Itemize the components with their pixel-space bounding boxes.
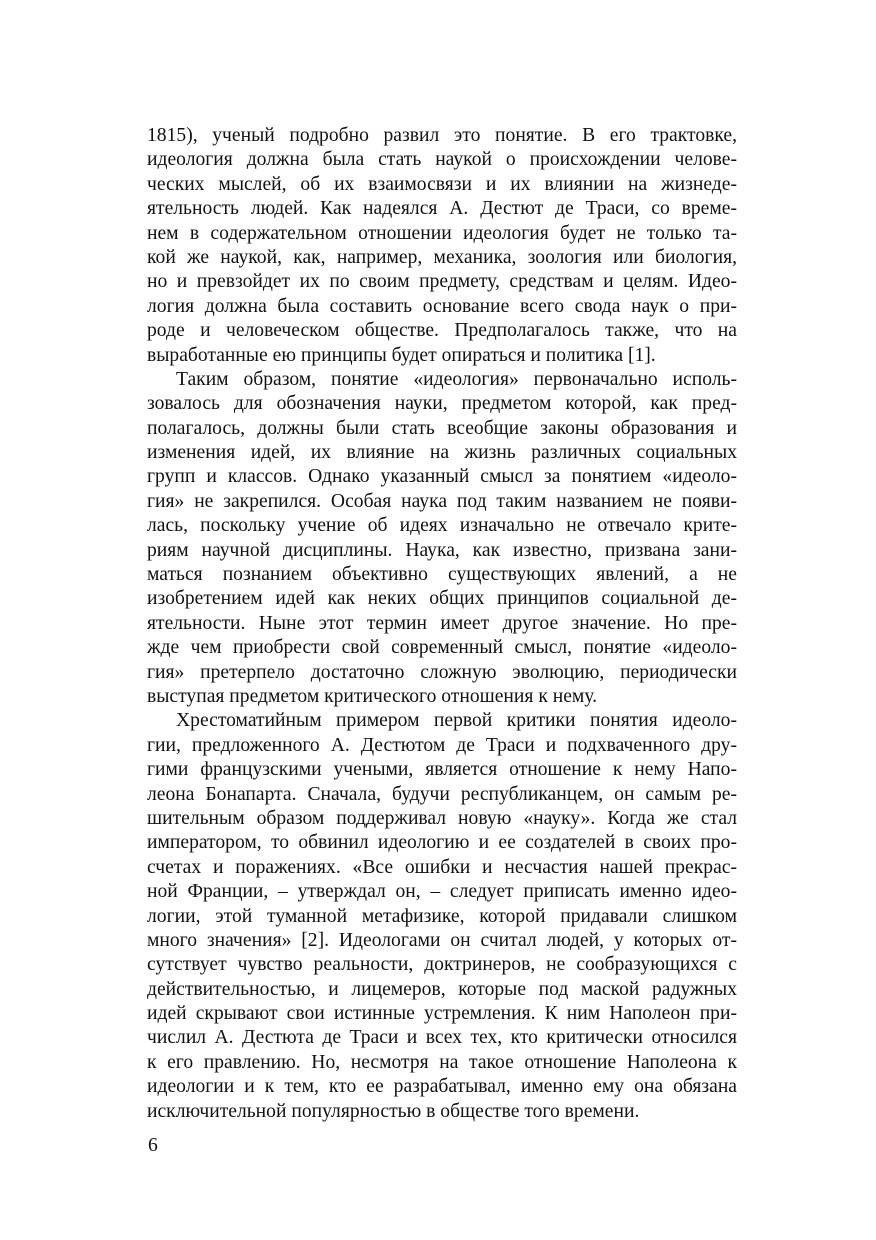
- text-line: ной Франции, – утверждал он, – следует приписать именно идео-: [147, 881, 737, 903]
- paragraph-3: [147, 709, 737, 1124]
- text-line: сутствует чувство реальности, доктринеров, не сообразующихся с: [147, 954, 737, 976]
- text-line: гими французскими учеными, является отношение к нему Напо-: [147, 759, 737, 781]
- text-line: идеологии и к тем, кто ее разрабатывал, именно ему она обязана: [147, 1076, 737, 1098]
- text-line: Хрестоматийным примером первой критики понятия идеоло-: [176, 710, 737, 732]
- text-line: счетах и поражениях. «Все ошибки и несчастия нашей прекрас-: [147, 856, 737, 878]
- text-line: гия» не закрепился. Особая наука под таким названием не появи-: [147, 490, 737, 512]
- text-line: много значения» [2]. Идеологами он считал людей, у которых от-: [147, 929, 737, 951]
- page-body: [147, 124, 737, 1124]
- text-line: зовалось для обозначения науки, предметом которой, как пред-: [147, 393, 737, 415]
- text-line: кой же наукой, как, например, механика, зоология или биология,: [147, 246, 737, 268]
- text-line: риям научной дисциплины. Наука, как известно, призвана зани-: [147, 539, 737, 561]
- text-line: 1815), ученый подробно развил это понятие. В его трактовке,: [147, 125, 737, 146]
- text-line: ческих мыслей, об их взаимосвязи и их влиянии на жизнеде-: [147, 173, 737, 195]
- text-line: логия должна была составить основание всего свода наук о при-: [147, 295, 737, 317]
- text-line: групп и классов. Однако указанный смысл за понятием «идеоло-: [147, 466, 737, 488]
- text-line: роде и человеческом обществе. Предполагалось также, что на: [147, 320, 737, 342]
- text-line: маться познанием объективно существующих явлений, а не: [147, 564, 737, 586]
- text-line: числил А. Дестюта де Траси и всех тех, кто критически относился: [147, 1027, 737, 1049]
- text-line: идей скрывают свои истинные устремления. К ним Наполеон при-: [147, 1003, 737, 1025]
- text-line: гия» претерпело достаточно сложную эволюцию, периодически: [147, 661, 737, 683]
- text-line: ятельности. Ныне этот термин имеет другое значение. Но пре-: [147, 612, 737, 634]
- text-line: но и превзойдет их по своим предмету, средствам и целям. Идео-: [147, 271, 737, 293]
- text-line: идеология должна была стать наукой о происхождении челове-: [147, 149, 737, 171]
- text-line: исключительной популярностью в обществе того времени.: [147, 1100, 640, 1122]
- text-line: гии, предложенного А. Дестютом де Траси и подхваченного дру-: [147, 734, 737, 756]
- text-line: жде чем приобрести свой современный смысл, понятие «идеоло-: [147, 637, 737, 659]
- text-line: к его правлению. Но, несмотря на такое отношение Наполеона к: [147, 1051, 737, 1073]
- text-line: Таким образом, понятие «идеология» первоначально исполь-: [176, 368, 737, 390]
- text-line: ятельность людей. Как надеялся А. Дестют де Траси, со време-: [147, 198, 737, 220]
- text-line: полагалось, должны были стать всеобщие законы образования и: [147, 417, 737, 439]
- text-line: шительным образом поддерживал новую «науку». Когда же стал: [147, 807, 737, 829]
- text-line: нем в содержательном отношении идеология будет не только та-: [147, 222, 737, 244]
- page-number: 6: [148, 1135, 158, 1156]
- paragraph-2: [147, 368, 737, 709]
- text-line: изобретением идей как неких общих принципов социальной де-: [147, 588, 737, 610]
- text-line: изменения идей, их влияние на жизнь различных социальных: [147, 442, 737, 464]
- text-line: выступая предметом критического отношения к нему.: [147, 685, 598, 707]
- text-line: императором, то обвинил идеологию и ее создателей в своих про-: [147, 832, 737, 854]
- text-line: лась, поскольку учение об идеях изначально не отвечало крите-: [147, 515, 737, 537]
- paragraph-1: [147, 124, 737, 368]
- text-line: логии, этой туманной метафизике, которой придавали слишком: [147, 905, 737, 927]
- text-line: выработанные ею принципы будет опираться и политика [1].: [147, 344, 656, 366]
- text-line: действительностью, и лицемеров, которые под маской радужных: [147, 978, 737, 1000]
- text-line: леона Бонапарта. Сначала, будучи республиканцем, он самым ре-: [147, 783, 737, 805]
